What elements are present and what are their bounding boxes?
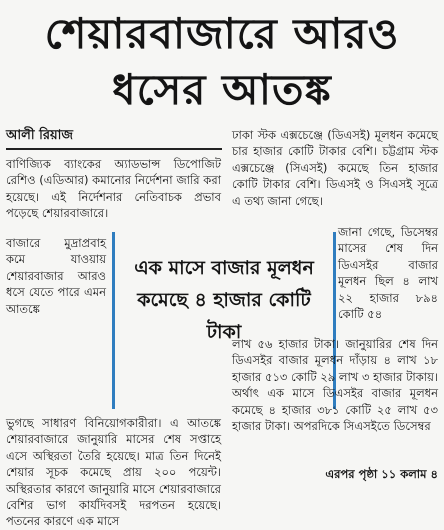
headline-line-2: ধসের আতঙ্ক [112, 65, 332, 114]
byline: আলী রিয়াজ [6, 128, 74, 143]
headline-line-1: শেয়ারবাজারে আরও [44, 9, 400, 58]
paragraph-left-top: বাণিজ্যিক ব্যাংকের অ্যাডভান্স ডিপোজিট রেশিও (এডিআর) কমানোর নির্দেশনা জারি করা হয়েছে। এই নির্দেশনার নেতিবাচক প্রভাব পড়েছে শেয়ারবাজারে। [6, 157, 221, 221]
body-left-top [6, 156, 221, 222]
paragraph-right-top: ঢাকা স্টক এক্সচেঞ্জে (ডিএসই) মূলধন কমেছে চার হাজার কোটি টাকার বেশি। চট্টগ্রাম স্টক এক্সচেঞ্জে (সিএসই) কমেছে তিন হাজার কোটি টাকার বেশি। ডিএসই ও সিএসই সূত্রে এ তথ্য জানা গেছে। [232, 128, 438, 208]
body-left-mid [6, 235, 106, 317]
body-right-top [232, 127, 438, 209]
body-right-bottom [232, 336, 438, 434]
body-right-mid [338, 224, 438, 322]
jump-reference[interactable]: এরপর পৃষ্ঠা ১১ কলাম ৪ [325, 467, 438, 481]
paragraph-left-bottom: ভুগছে সাধারণ বিনিয়োগকারীরা। এ আতঙ্কে শেয়ারবাজারে জানুয়ারি মাসের শেষ সপ্তাহে এসে অস্থিরতা তৈরি হয়েছে। মাত্র তিন দিনেই শেয়ার সূচক কমেছে প্রায় ২০০ পয়েন্ট। অস্থিরতার কারণে জানুয়ারি মাসে শেয়ারবাজারে বেশির ভাগ কার্যদিবসই দরপতন হয়েছে। পতনের কারণে এক মাসে [6, 416, 221, 529]
headline [0, 6, 444, 118]
paragraph-right-bottom: লাখ ৫৬ হাজার টাকা। জানুয়ারির শেষ দিন ডিএসইর বাজার মূলধন দাঁড়ায় ৪ লাখ ১৮ হাজার ৫১৩ কোটি ২৯ লাখ ৩ হাজার টাকায়। অর্থাৎ এক মাসে ডিএসইর বাজার মূলধন কমেছে ৪ হাজার ৩৮১ কোটি ২৫ লাখ ৫৩ হাজার টাকা। অপরদিকে সিএসইতে ডিসেম্বর [232, 337, 438, 434]
pull-quote-text: এক মাসে বাজার মূলধন কমেছে ৪ হাজার কোটি টাকা [134, 257, 314, 343]
paragraph-left-mid: বাজারে মুদ্রাপ্রবাহ কমে যাওয়ায় শেয়ারবাজার আরও ধসে যেতে পারে এমন আতঙ্কে [6, 236, 106, 316]
byline-block [6, 127, 222, 150]
byline-rule [6, 148, 222, 150]
body-left-bottom [6, 415, 221, 530]
paragraph-right-mid: জানা গেছে, ডিসেম্বর মাসের শেষ দিন ডিএসইর বাজার মূলধন ছিল ৪ লাখ ২২ হাজার ৮৯৪ কোটি ৫৪ [338, 225, 438, 322]
continuation-line [232, 466, 438, 482]
